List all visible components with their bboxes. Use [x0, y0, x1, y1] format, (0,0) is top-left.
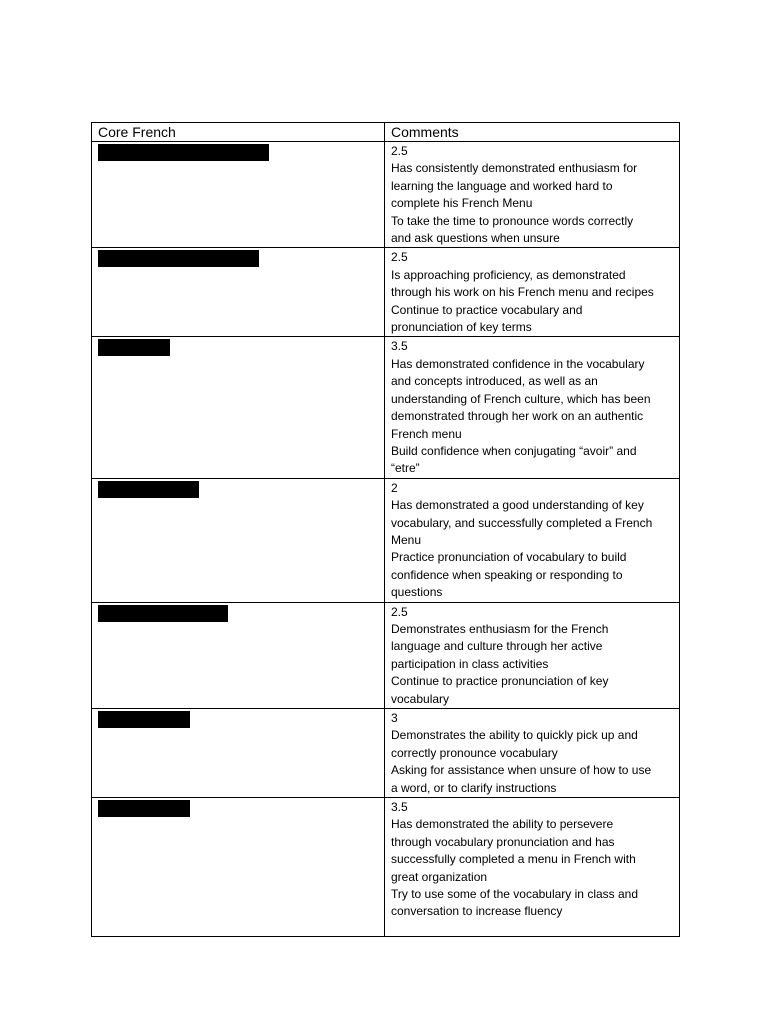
- comment-line: To take the time to pronounce words correctly: [391, 213, 634, 228]
- report-table: [91, 122, 680, 937]
- redacted-name: [98, 605, 228, 622]
- comment-line: learning the language and worked hard to: [391, 178, 613, 193]
- comment-line: Menu: [391, 532, 422, 547]
- comment-line: language and culture through her active: [391, 639, 603, 654]
- comment-cell: [385, 337, 680, 478]
- comment-line: Build confidence when conjugating “avoir” and: [391, 443, 637, 458]
- comment-line: through his work on his French menu and recipes: [391, 285, 654, 300]
- comment-line: successfully completed a menu in French with: [391, 852, 636, 867]
- comment-line: understanding of French culture, which has been: [391, 391, 651, 406]
- comment-line: vocabulary, and successfully completed a French: [391, 515, 653, 530]
- comment-cell: [385, 478, 680, 602]
- score: 2.5: [391, 604, 408, 619]
- table-row: [92, 248, 680, 337]
- redacted-name: [98, 800, 190, 817]
- comment-cell: [385, 709, 680, 798]
- redacted-name: [98, 144, 269, 161]
- score: 2.5: [391, 144, 408, 158]
- student-name-cell: [92, 337, 385, 478]
- comment-line: “etre”: [391, 461, 420, 476]
- comment-line: Has demonstrated confidence in the vocabulary: [391, 356, 645, 371]
- comment-line: Continue to practice pronunciation of key: [391, 674, 609, 689]
- redacted-name: [98, 250, 259, 267]
- redacted-name: [98, 481, 199, 498]
- comment-line: Is approaching proficiency, as demonstrated: [391, 267, 626, 282]
- comment-line: Has demonstrated the ability to persevere: [391, 817, 614, 832]
- score: 2: [391, 480, 398, 495]
- comment-line: great organization: [391, 869, 488, 884]
- comment-line: conversation to increase fluency: [391, 904, 563, 919]
- table-row: [92, 709, 680, 798]
- score: 2.5: [391, 250, 408, 265]
- header-core-french: Core French: [92, 123, 385, 142]
- header-row: [92, 123, 680, 142]
- table-row: [92, 478, 680, 602]
- student-name-cell: [92, 709, 385, 798]
- score: 3: [391, 711, 398, 725]
- comment-line: French menu: [391, 426, 462, 441]
- score: 3.5: [391, 339, 408, 354]
- comment-line: demonstrated through her work on an authentic: [391, 409, 644, 424]
- comment-line: Asking for assistance when unsure of how to use: [391, 763, 652, 778]
- student-name-cell: [92, 602, 385, 708]
- comment-line: vocabulary: [391, 691, 450, 706]
- student-name-cell: [92, 798, 385, 937]
- comment-line: Practice pronunciation of vocabulary to build: [391, 550, 627, 565]
- comment-line: participation in class activities: [391, 656, 549, 671]
- comment-line: complete his French Menu: [391, 196, 533, 211]
- comment-line: Has consistently demonstrated enthusiasm for: [391, 161, 638, 176]
- comment-cell: [385, 798, 680, 937]
- comment-line: Try to use some of the vocabulary in class and: [391, 887, 639, 902]
- comment-line: through vocabulary pronunciation and has: [391, 834, 615, 849]
- student-name-cell: [92, 248, 385, 337]
- comment-line: confidence when speaking or responding to: [391, 567, 623, 582]
- comment-line: Demonstrates the ability to quickly pick up and: [391, 728, 638, 743]
- table-row: [92, 602, 680, 708]
- comment-line: Has demonstrated a good understanding of key: [391, 498, 644, 513]
- score: 3.5: [391, 800, 408, 815]
- table-row: [92, 337, 680, 478]
- student-name-cell: [92, 478, 385, 602]
- redacted-name: [98, 711, 190, 728]
- comment-cell: [385, 142, 680, 248]
- comment-cell: [385, 248, 680, 337]
- student-name-cell: [92, 142, 385, 248]
- comment-line: and ask questions when unsure: [391, 231, 560, 246]
- comment-line: correctly pronounce vocabulary: [391, 745, 558, 760]
- comment-cell: [385, 602, 680, 708]
- comment-line: and concepts introduced, as well as an: [391, 374, 598, 389]
- header-comments: Comments: [385, 123, 680, 142]
- comment-line: a word, or to clarify instructions: [391, 780, 557, 795]
- table-row: [92, 798, 680, 937]
- comment-line: Continue to practice vocabulary and: [391, 302, 583, 317]
- comment-line: questions: [391, 585, 443, 600]
- comment-line: pronunciation of key terms: [391, 320, 532, 335]
- comment-line: Demonstrates enthusiasm for the French: [391, 621, 609, 636]
- table-row: [92, 142, 680, 248]
- redacted-name: [98, 339, 170, 356]
